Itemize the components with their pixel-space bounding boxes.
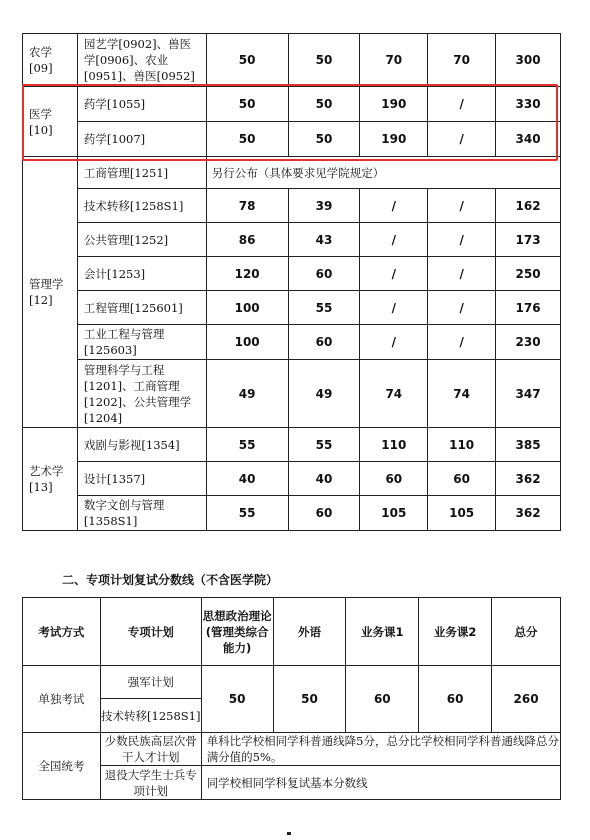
score-cell: 190 [360,87,428,122]
discipline-cell: 医学 [10] [23,87,78,157]
score-cell: 74 [360,360,428,428]
score-cell: / [428,325,496,360]
header-course-1: 业务课1 [346,598,419,666]
score-table-1 [22,33,561,531]
major-cell: 技术转移[1258S1] [77,189,206,223]
major-cell: 设计[1357] [77,462,206,496]
score-cell: 60 [288,325,360,360]
header-course-2: 业务课2 [419,598,492,666]
score-cell: 176 [496,291,561,325]
table-row [23,462,561,496]
header-politics: 思想政治理论(管理类综合能力) [201,598,273,666]
discipline-cell: 农学 [09] [23,34,78,87]
score-cell: 40 [206,462,288,496]
score-cell: / [360,325,428,360]
score-cell: 50 [206,122,288,157]
table-row [23,189,561,223]
exam-mode-national: 全国统考 [23,733,101,800]
note-cell: 另行公布（具体要求见学院规定） [206,157,560,189]
score-cell: / [428,122,496,157]
score-cell: 362 [496,462,561,496]
score-cell: 43 [288,223,360,257]
score-cell: 162 [496,189,561,223]
score-cell: 60 [346,666,419,733]
score-cell: 260 [492,666,561,733]
score-cell: 55 [206,496,288,531]
score-cell: 74 [428,360,496,428]
score-cell: 55 [206,428,288,462]
plan-name: 退役大学生士兵专项计划 [100,766,201,800]
score-cell: 60 [419,666,492,733]
major-cell: 药学[1007] [77,122,206,157]
score-cell: 49 [288,360,360,428]
score-cell: 50 [288,87,360,122]
score-cell: / [428,291,496,325]
major-cell: 戏剧与影视[1354] [77,428,206,462]
score-cell: 50 [273,666,346,733]
score-cell: 49 [206,360,288,428]
score-cell: 50 [201,666,273,733]
score-cell: 100 [206,325,288,360]
score-cell: 60 [360,462,428,496]
score-cell: / [428,189,496,223]
score-cell: 347 [496,360,561,428]
score-cell: 70 [360,34,428,87]
major-cell: 工商管理[1251] [77,157,206,189]
score-cell: 230 [496,325,561,360]
score-cell: / [428,257,496,291]
major-cell: 管理科学与工程[1201]、工商管理[1202]、公共管理学[1204] [77,360,206,428]
score-cell: / [428,87,496,122]
score-cell: 50 [206,34,288,87]
plan-name: 技术转移[1258S1] [100,699,201,733]
score-cell: 105 [428,496,496,531]
score-cell: 385 [496,428,561,462]
score-cell: 100 [206,291,288,325]
score-cell: 86 [206,223,288,257]
table-row [23,325,561,360]
table-row [23,291,561,325]
header-total: 总分 [492,598,561,666]
exam-mode-single: 单独考试 [23,666,101,733]
score-cell: / [360,189,428,223]
plan-note: 单科比学校相同学科普通线降5分，总分比学校相同学科普通线降总分满分值的5%。 [201,733,560,766]
score-cell: 50 [288,34,360,87]
score-cell: 190 [360,122,428,157]
table-row [23,122,561,157]
plan-name: 少数民族高层次骨干人才计划 [100,733,201,766]
header-foreign-language: 外语 [273,598,346,666]
major-cell: 药学[1055] [77,87,206,122]
table-row [23,34,561,87]
page-mark [287,832,291,835]
table-row [23,257,561,291]
score-cell: 55 [288,428,360,462]
score-cell: / [360,223,428,257]
major-cell: 工程管理[125601] [77,291,206,325]
header-plan: 专项计划 [100,598,201,666]
score-cell: 39 [288,189,360,223]
table-row [23,223,561,257]
score-cell: / [360,291,428,325]
score-cell: 110 [360,428,428,462]
score-cell: 362 [496,496,561,531]
score-cell: 60 [288,496,360,531]
major-cell: 工业工程与管理[125603] [77,325,206,360]
score-cell: / [428,223,496,257]
major-cell: 公共管理[1252] [77,223,206,257]
plan-name: 强军计划 [100,666,201,699]
score-cell: 173 [496,223,561,257]
score-cell: 110 [428,428,496,462]
score-cell: 40 [288,462,360,496]
score-cell: 70 [428,34,496,87]
major-cell: 会计[1253] [77,257,206,291]
table-row [23,87,561,122]
score-cell: 55 [288,291,360,325]
score-cell: 300 [496,34,561,87]
score-cell: 60 [428,462,496,496]
score-cell: 50 [288,122,360,157]
score-cell: 120 [206,257,288,291]
table-row [23,496,561,531]
section-2-title: 二、专项计划复试分数线（不含医学院） [62,573,279,587]
discipline-cell: 艺术学 [13] [23,428,78,531]
score-cell: 340 [496,122,561,157]
major-cell: 数字文创与管理[1358S1] [77,496,206,531]
score-cell: 78 [206,189,288,223]
header-exam-mode: 考试方式 [23,598,101,666]
plan-note: 同学校相同学科复试基本分数线 [201,766,560,800]
table-row [23,360,561,428]
score-cell: / [360,257,428,291]
score-cell: 105 [360,496,428,531]
score-cell: 330 [496,87,561,122]
score-cell: 50 [206,87,288,122]
special-plan-table [22,597,561,800]
score-cell: 60 [288,257,360,291]
table-row [23,157,561,189]
major-cell: 园艺学[0902]、兽医学[0906]、农业[0951]、兽医[0952] [77,34,206,87]
discipline-cell: 管理学 [12] [23,157,78,428]
score-cell: 250 [496,257,561,291]
table-row [23,428,561,462]
